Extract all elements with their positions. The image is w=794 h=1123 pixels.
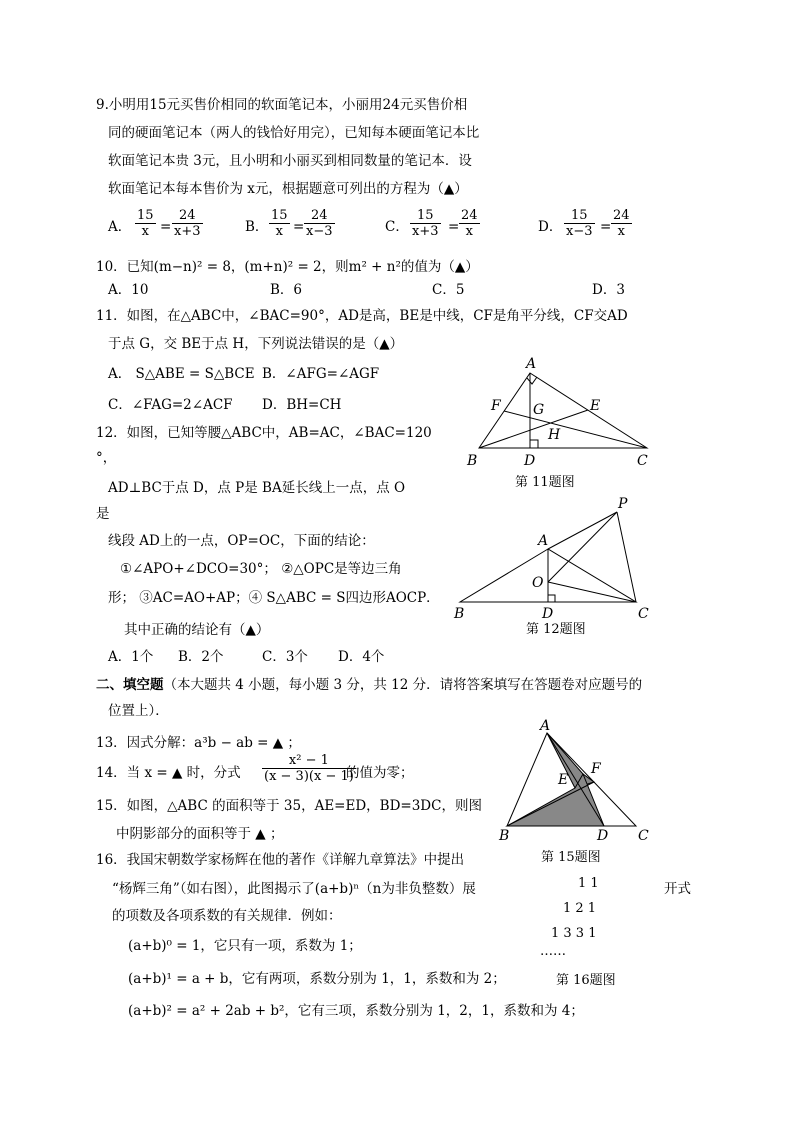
q12-option-a: A．1个	[108, 649, 154, 665]
section-2-heading: 二、填空题（本大题共 4 小题，每小题 3 分，共 12 分．请将答案填写在答题卷对应题号的	[96, 677, 643, 693]
q12-line-7: 形； ③AC=AO+AP；④ S△ABC = S四边形AOCP．	[108, 590, 440, 606]
section-2-desc-2: 位置上）．	[108, 703, 169, 719]
figure-15-triangle	[495, 713, 655, 848]
q12-line-4: 是	[96, 506, 110, 522]
q16-line-2: “杨辉三角”（如右图），此图揭示了(a+b)ⁿ（n为非负整数）展	[112, 881, 476, 897]
fig12-right-angle-d	[548, 595, 555, 602]
q11-option-a: A． S△ABE = S△BCE	[108, 366, 255, 382]
fig15-label-a: A	[540, 718, 551, 734]
fig12-segment-op	[548, 512, 617, 582]
fig12-label-a: A	[538, 533, 549, 549]
figure-15-caption: 第 15题图	[541, 850, 601, 865]
fig12-extension-ap	[548, 512, 617, 549]
q16-side-word: 开式	[664, 881, 691, 897]
fig11-label-f: F	[491, 398, 501, 414]
pascal-row-2: 1 2 1	[563, 901, 597, 916]
fig15-label-b: B	[499, 828, 510, 844]
q16-line-5: (a+b)¹ = a + b，它有两项，系数分别为 1，1，系数和为 2；	[128, 971, 506, 987]
q11-option-b: B．∠AFG=∠AGF	[262, 366, 380, 382]
q9-line-1: 9.小明用15元买售价相同的软面笔记本，小丽用24元买售价相	[96, 97, 468, 113]
fig15-label-f: F	[591, 761, 601, 777]
fig11-label-h: H	[548, 427, 561, 443]
pascal-row-1: 1 1	[578, 876, 599, 891]
q9-line-2: 同的硬面笔记本（两人的钱恰好用完），已知每本硬面笔记本比	[108, 125, 480, 141]
fig15-label-c: C	[638, 828, 649, 844]
fig11-label-c: C	[637, 453, 648, 469]
figure-11-caption: 第 11题图	[515, 475, 575, 490]
figure-12-caption: 第 12题图	[526, 622, 586, 637]
q9-line-4: 软面笔记本每本售价为 x元，根据题意可列出的方程为（▲）	[108, 181, 468, 197]
pascal-row-ellipsis: ……	[540, 944, 566, 959]
fig12-label-c: C	[638, 606, 649, 620]
q12-line-1: 12．如图，已知等腰△ABC中，AB=AC，∠BAC=120	[96, 425, 432, 441]
q11-option-d: D．BH=CH	[262, 397, 342, 413]
fig11-right-angle-d	[530, 440, 538, 448]
q13: 13．因式分解：a³b − ab = ▲ ；	[96, 735, 301, 751]
fig11-label-d: D	[524, 453, 536, 469]
fig12-label-p: P	[618, 496, 628, 512]
fig15-label-e: E	[558, 772, 569, 788]
q11-line-2: 于点 G，交 BE于点 H，下列说法错误的是（▲）	[108, 336, 404, 352]
fig11-right-angle-a	[527, 377, 537, 384]
figure-12-triangle	[450, 492, 660, 620]
q12-line-2: °，	[96, 450, 117, 466]
q16-line-4: (a+b)⁰ = 1，它只有一项，系数为 1；	[128, 938, 362, 954]
fig12-segment-pc	[617, 512, 636, 602]
q12-option-b: B．2个	[178, 649, 224, 665]
q12-line-3: AD⊥BC于点 D，点 P是 BA延长线上一点，点 O	[108, 480, 406, 496]
q10-option-b: B．6	[270, 282, 303, 298]
fig12-label-o: O	[532, 575, 544, 591]
q10-option-a: A．10	[108, 282, 149, 298]
q15-line-2: 中阴影部分的面积等于 ▲ ；	[116, 826, 284, 842]
pascal-row-3: 1 3 3 1	[551, 926, 597, 941]
q10-option-c: C．5	[432, 282, 465, 298]
q10-option-d: D．3	[592, 282, 625, 298]
q12-line-5: 线段 AD上的一点，OP=OC，下面的结论：	[108, 533, 375, 549]
q11-option-c: C．∠FAG=2∠ACF	[108, 397, 233, 413]
fig11-label-e: E	[590, 398, 601, 414]
q16-line-3: 的项数及各项系数的有关规律．例如：	[112, 908, 342, 924]
q11-line-1: 11．如图，在△ABC中，∠BAC=90°，AD是高，BE是中线，CF是角平分线，CF交AD	[96, 308, 628, 324]
fig15-shaded-upper	[547, 733, 594, 788]
fig12-label-b: B	[454, 606, 465, 620]
q12-option-c: C．3个	[262, 649, 308, 665]
figure-16-caption: 第 16题图	[556, 973, 616, 988]
fig11-bisector-cf	[504, 411, 647, 448]
fig11-label-a: A	[526, 356, 537, 372]
fig11-label-g: G	[533, 402, 545, 418]
q10-stem: 10．已知(m−n)² = 8，(m+n)² = 2，则m² + n²的值为（▲）	[96, 259, 479, 275]
q12-line-6: ①∠APO+∠DCO=30°； ②△OPC是等边三角	[120, 561, 402, 577]
figure-11-triangle	[462, 352, 662, 477]
fig11-label-b: B	[467, 453, 478, 469]
q15-line-1: 15．如图，△ABC 的面积等于 35，AE=ED，BD=3DC，则图	[96, 798, 482, 814]
q12-line-8: 其中正确的结论有（▲）	[124, 622, 270, 638]
fig12-label-d: D	[542, 606, 554, 620]
q9-line-3: 软面笔记本贵 3元，且小明和小丽买到相同数量的笔记本．设	[108, 153, 472, 169]
q12-option-d: D．4个	[338, 649, 385, 665]
fig12-segment-oc	[548, 582, 636, 602]
q16-line-1: 16．我国宋朝数学家杨辉在他的著作《详解九章算法》中提出	[96, 852, 465, 868]
fig15-label-d: D	[597, 828, 609, 844]
q16-line-6: (a+b)² = a² + 2ab + b²，它有三项，系数分别为 1，2，1，系数和为 4；	[128, 1003, 584, 1019]
fig11-triangle-abc	[479, 373, 647, 448]
